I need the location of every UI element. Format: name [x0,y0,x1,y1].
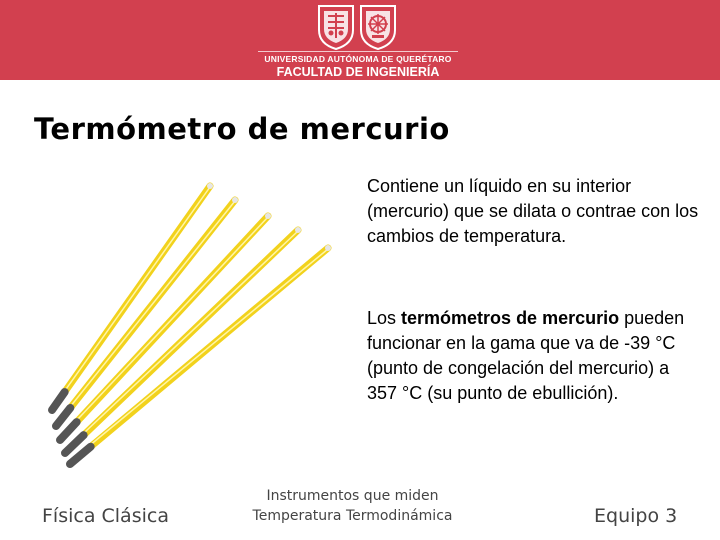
thermometer-bulb [60,422,77,440]
footer-course: Física Clásica [42,505,169,527]
uaq-seal-icon [316,4,356,50]
paragraph-range-pre: Los [367,308,402,328]
thermometer-cap [265,213,271,219]
thermometer-bulb [52,392,65,410]
thermometer-cap [295,227,301,233]
footer-topic [240,486,465,526]
thermometer-cap [207,183,213,189]
university-name: UNIVERSIDAD AUTÓNOMA DE QUERÉTARO [264,54,452,64]
footer-team: Equipo 3 [594,505,678,527]
slide-title: Termómetro de mercurio [34,112,450,146]
thermometer-highlight [54,187,210,406]
paragraph-description: Contiene un líquido en su interior (mercurio) que se dilata o contrae con los cambios de temperatura. [367,176,699,246]
faculty-name: FACULTAD DE INGENIERÍA [276,65,440,79]
footer-topic-line1: Instrumentos que miden [266,488,439,504]
university-logo [258,4,458,78]
footer-topic-line2: Temperatura Termodinámica [252,508,453,524]
thermometer-cap [232,197,238,203]
paragraph-range [367,306,702,406]
header-banner [0,0,720,80]
paragraph-range-post: pueden funcionar en la gama que va de -39 °C (punto de congelación del mercurio) a 357 °C (su punto de ebullición). [367,308,685,403]
faculty-seal-icon [358,4,398,50]
thermometers-image [30,178,350,468]
thermometer-bulb [56,408,70,426]
logo-divider [258,51,458,52]
thermometer-cap [325,245,331,251]
paragraph-range-bold: termómetros de mercurio [401,308,620,328]
